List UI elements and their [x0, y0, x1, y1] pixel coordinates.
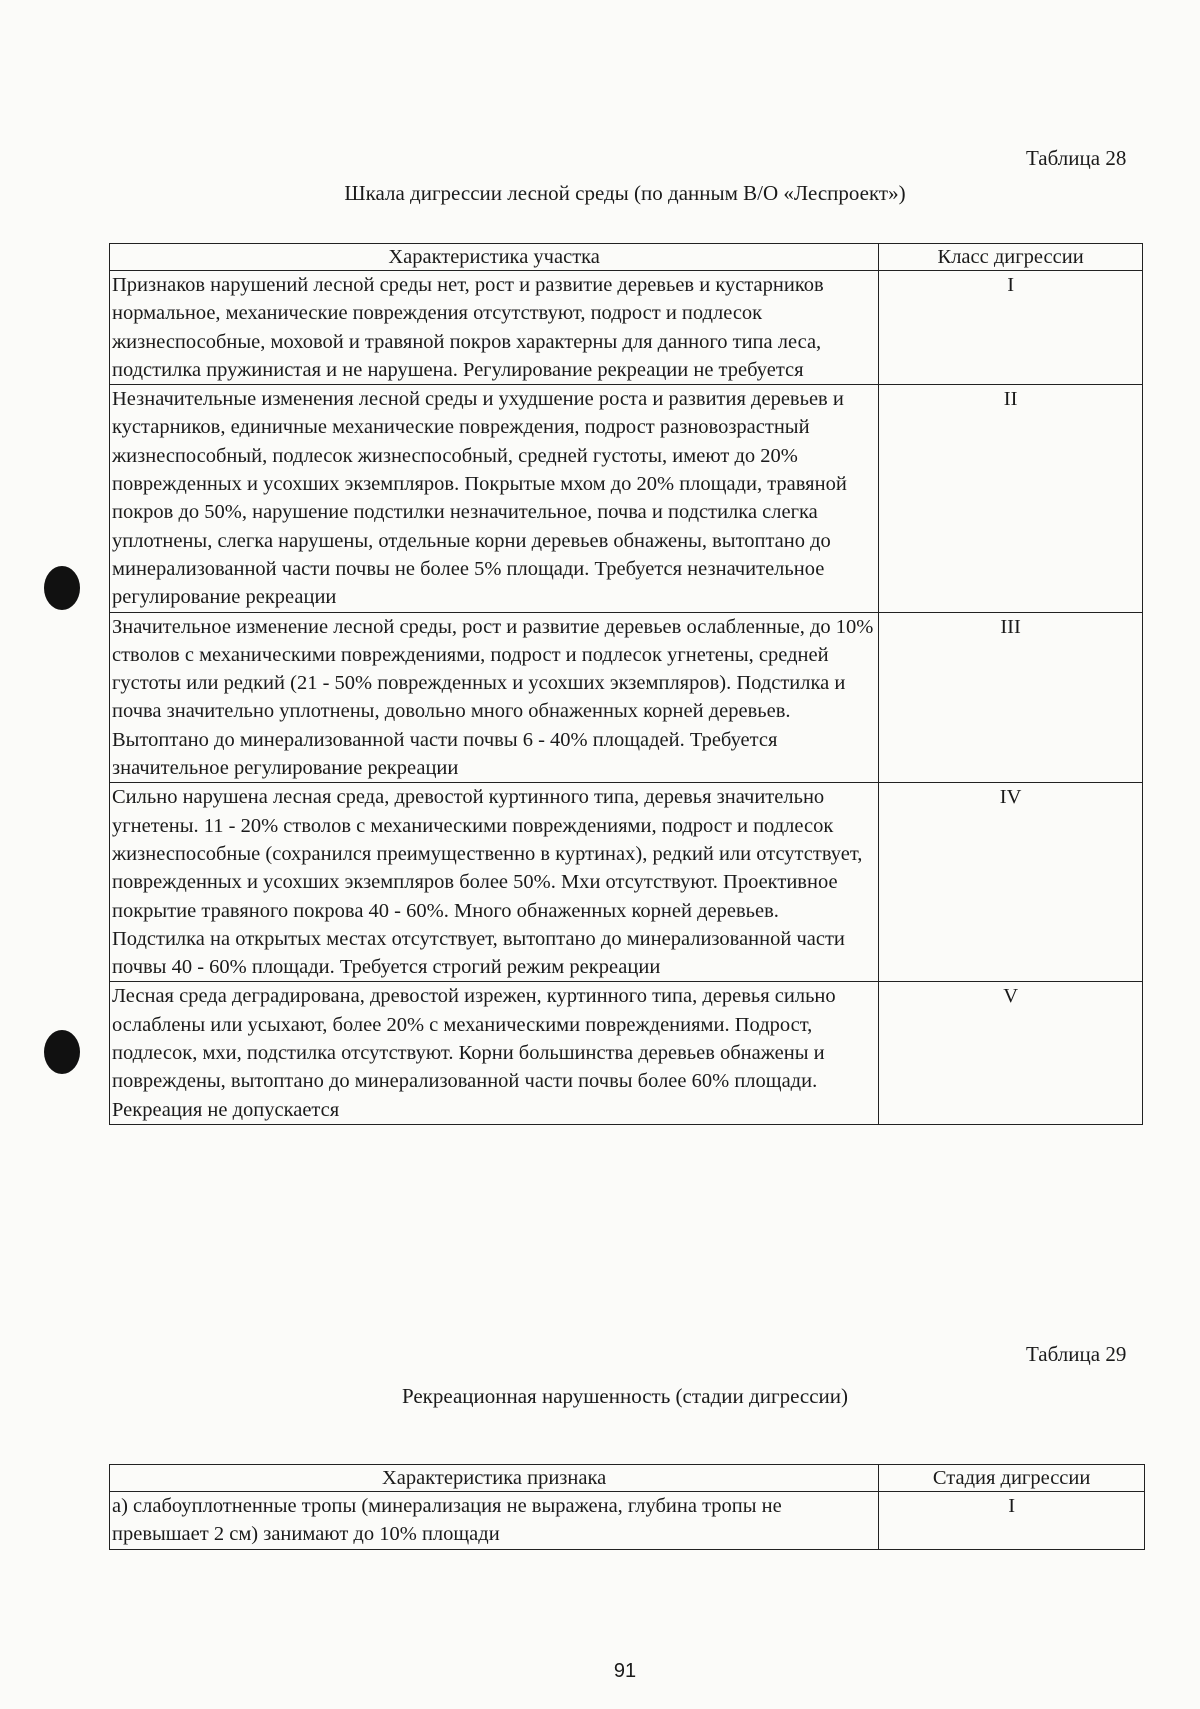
- table-row: [110, 982, 1143, 1124]
- column-header: Класс дигрессии: [879, 244, 1143, 271]
- table-caption: Таблица 29: [1026, 1342, 1127, 1366]
- column-header: Характеристика участка: [110, 244, 879, 271]
- digression-stage-cell: I: [879, 1492, 1145, 1550]
- recreational-disturbance-table: [109, 1464, 1145, 1550]
- punch-hole-mark: [44, 1030, 80, 1074]
- digression-class-cell: I: [879, 271, 1143, 385]
- column-header: Стадия дигрессии: [879, 1465, 1145, 1492]
- digression-class-cell: II: [879, 385, 1143, 612]
- page-number: 91: [613, 1660, 637, 1682]
- site-characteristic-cell: Сильно нарушена лесная среда, древостой куртинного типа, деревья значительно угнетены. 11 - 20% стволов с механическими повреждениями, подрост и подлесок жизнеспособные (сохранился преимущественно в куртинах), редкий или отсутствует, поврежденных и усохших экземпляров более 50%. Мхи отсутствуют. Проективное покрытие травяного покрова 40 - 60%. Много обнаженных корней деревьев. Подстилка на открытых местах отсутствует, вытоптано до минерализованной части почвы 40 - 60% площади. Требуется строгий режим рекреации: [110, 783, 879, 982]
- table-caption: Таблица 28: [1026, 146, 1127, 170]
- digression-class-cell: V: [879, 982, 1143, 1124]
- table-header-row: [110, 244, 1143, 271]
- table-title: Рекреационная нарушенность (стадии дигрессии): [401, 1384, 849, 1408]
- table-row: [110, 612, 1143, 783]
- site-characteristic-cell: Лесная среда деградирована, древостой изрежен, куртинного типа, деревья сильно ослаблены или усыхают, более 20% с механическими повреждениями. Подрост, подлесок, мхи, подстилка отсутствуют. Корни большинства деревьев обнажены и повреждены, вытоптано до минерализованной части почвы более 60% площади. Рекреация не допускается: [110, 982, 879, 1124]
- table-row: [110, 1492, 1145, 1550]
- site-characteristic-cell: Признаков нарушений лесной среды нет, рост и развитие деревьев и кустарников нормальное, механические повреждения отсутствуют, подрост и подлесок жизнеспособные, моховой и травяной покров характерны для данного типа леса, подстилка пружинистая и не нарушена. Регулирование рекреации не требуется: [110, 271, 879, 385]
- column-header: Характеристика признака: [110, 1465, 879, 1492]
- digression-class-cell: III: [879, 612, 1143, 783]
- site-characteristic-cell: Значительное изменение лесной среды, рост и развитие деревьев ослабленные, до 10% стволов с механическими повреждениями, подрост и подлесок угнетены, средней густоты или редкий (21 - 50% поврежденных и усохших экземпляров). Подстилка и почва значительно уплотнены, довольно много обнаженных корней деревьев. Вытоптано до минерализованной части почвы 6 - 40% площадей. Требуется значительное регулирование рекреации: [110, 612, 879, 783]
- table-row: [110, 271, 1143, 385]
- table-header-row: [110, 1465, 1145, 1492]
- table-row: [110, 783, 1143, 982]
- feature-characteristic-cell: а) слабоуплотненные тропы (минерализация не выражена, глубина тропы не превышает 2 см) занимают до 10% площади: [110, 1492, 879, 1550]
- punch-hole-mark: [44, 566, 80, 610]
- digression-scale-table: [109, 243, 1143, 1125]
- digression-class-cell: IV: [879, 783, 1143, 982]
- table-row: [110, 385, 1143, 612]
- site-characteristic-cell: Незначительные изменения лесной среды и ухудшение роста и развития деревьев и кустарников, единичные механические повреждения, подрост разновозрастный жизнеспособный, подлесок жизнеспособный, средней густоты, имеют до 20% поврежденных и усохших экземпляров. Покрытые мхом до 20% площади, травяной покров до 50%, нарушение подстилки незначительное, почва и подстилка слегка уплотнены, слегка нарушены, отдельные корни деревьев обнажены, вытоптано до минерализованной части почвы не более 5% площади. Требуется незначительное регулирование рекреации: [110, 385, 879, 612]
- table-title: Шкала дигрессии лесной среды (по данным В/О «Леспроект»): [344, 181, 906, 205]
